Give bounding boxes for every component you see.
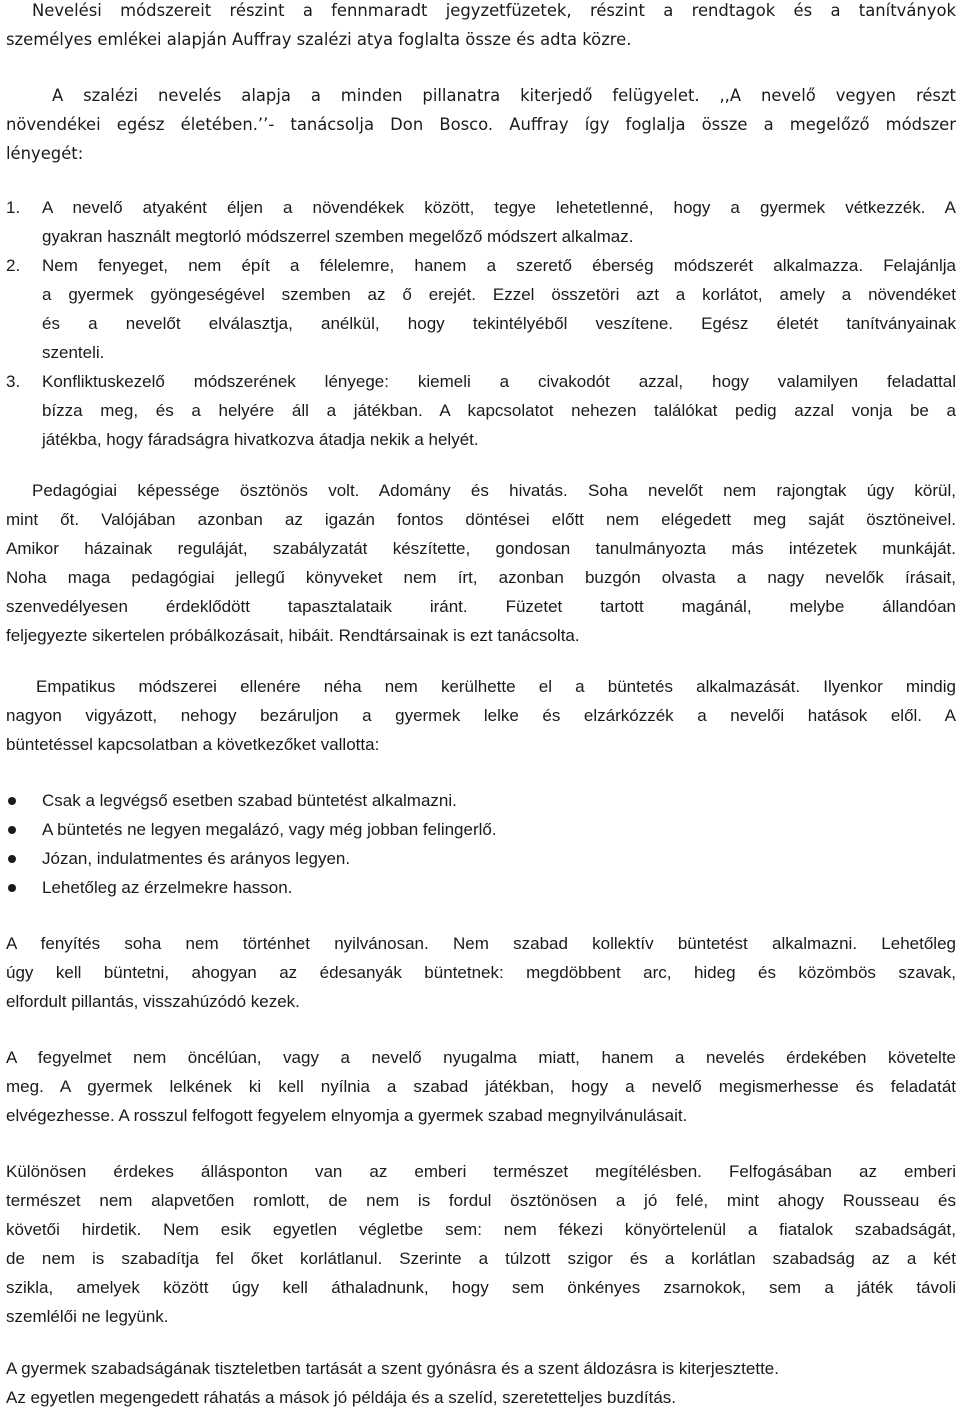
punishment-line: A fenyítés soha nem történhet nyilvánosan. Nem szabad kollektív büntetést alkalmazni. Lehetőleg [6,934,956,953]
nature-line: követői hirdetik. Nem esik egyetlen végletbe sem: nem fékezi könyörtelenül a fiatalok szabadságát, [6,1220,956,1239]
punishment-line: elfordult pillantás, visszahúzódó kezek. [6,992,300,1011]
empathy-line: büntetéssel kapcsolatban a következőket vallotta: [6,735,380,754]
freedom-paragraph [6,1354,956,1412]
method-line: Nem fenyeget, nem épít a félelemre, hanem a szerető éberség módszerét alkalmazza. Felajánlja [42,256,956,275]
rule-text: A büntetés ne legyen megalázó, vagy még jobban felingerlő. [42,820,497,839]
rule-item [6,815,956,844]
intro-paragraph [6,0,956,54]
freedom-line: A gyermek szabadságának tiszteletben tartását a szent gyónásra és a szent áldozásra is kiterjesztette. [6,1359,779,1378]
punishment-rules-list [6,786,956,902]
discipline-line: meg. A gyermek lelkének ki kell nyílnia a szabad játékban, hogy a nevelő megismerhesse és feladatát [6,1077,956,1096]
discipline-line: A fegyelmet nem öncélúan, vagy a nevelő nyugalma miatt, hanem a nevelés érdekében követelte [6,1048,956,1067]
pedagogy-paragraph [6,476,956,650]
nature-line: szikla, amelyek között úgy kell áthaladnunk, hogy sem önkényes zsarnokok, sem a játék távoli [6,1278,956,1297]
method-number: 1. [6,198,21,217]
method-line: játékba, hogy fáradságra hivatkozva átadja nekik a helyét. [42,430,479,449]
punishment-line: úgy kell büntetni, ahogyan az édesanyák büntetnek: megdöbbent arc, hideg és közömbös szavak, [6,963,956,982]
method-line: és a nevelőt elválasztja, anélkül, hogy tekintélyéből veszítene. Egész életét tanítványainak [42,314,956,333]
method-item [6,251,956,367]
method-item [6,193,956,251]
method-number: 2. [6,256,21,275]
punishment-paragraph [6,929,956,1016]
method-line: gyakran használt megtorló módszerrel szemben megelőző módszert alkalmaz. [42,227,634,246]
rule-text: Lehetőleg az érzelmekre hasson. [42,878,293,897]
method-line: Konfliktuskezelő módszerének lényege: kiemeli a civakodót azzal, hogy valamilyen feladattal [42,372,956,391]
bullet-icon [8,855,16,863]
method-line: bízza meg, és a helyére áll a játékban. A kapcsolatot nehezen találókat pedig azzal vonja be a [42,401,956,420]
method-item [6,367,956,454]
empathy-line: nagyon vigyázott, nehogy bezáruljon a gyermek lelke és elzárkózzék a nevelői hatások elől. A [6,706,956,725]
intro-line: személyes emlékei alapján Auffray szalézi atya foglalta össze és adta közre. [6,30,632,49]
salesian-paragraph [6,81,956,168]
intro-line: Nevelési módszereit részint a fennmaradt jegyzetfüzetek, részint a rendtagok és a tanítványok [32,1,956,20]
rule-text: Józan, indulatmentes és arányos legyen. [42,849,351,868]
pedagogy-line: Pedagógiai képessége ösztönös volt. Adomány és hivatás. Soha nevelőt nem rajongtak úgy körül, [32,481,956,500]
nature-line: természet nem alapvetően romlott, de nem is fordul ösztönösen a jó felé, mint ahogy Rousseau és [6,1191,956,1210]
pedagogy-line: mint őt. Valójában azonban az igazán fontos döntései előtt nem elégedett meg saját ösztöneivel. [6,510,956,529]
nature-paragraph [6,1157,956,1331]
rule-text: Csak a legvégső esetben szabad büntetést alkalmazni. [42,791,457,810]
discipline-line: elvégezhesse. A rosszul felfogott fegyelem elnyomja a gyermek szabad megnyilvánulásait. [6,1106,688,1125]
method-line: szenteli. [42,343,105,362]
nature-line: szemlélői ne legyünk. [6,1307,169,1326]
bullet-icon [8,797,16,805]
pedagogy-line: Amikor házainak reguláját, szabályzatát készítette, gondosan tanulmányozta más intézetek munkáját. [6,539,956,558]
empathy-paragraph [6,672,956,759]
salesian-line: növendékei egész életében.’’- tanácsolja Don Bosco. Auffray így foglalja össze a megelőző módszer [6,115,956,134]
method-line: a gyermek gyöngeségével szemben az ő erejét. Ezzel összetöri azt a korlátot, amely a növendéket [42,285,956,304]
rule-item [6,786,956,815]
pedagogy-line: Noha maga pedagógiai jellegű könyveket nem írt, azonban buzgón olvasta a nagy nevelők írásait, [6,568,956,587]
rule-item [6,873,956,902]
discipline-paragraph [6,1043,956,1130]
nature-line: Különösen érdekes állásponton van az emberi természet megítélésben. Felfogásában az emberi [6,1162,956,1181]
salesian-line: A szalézi nevelés alapja a minden pillanatra kiterjedő felügyelet. ,,A nevelő vegyen részt [52,86,956,105]
empathy-line: Empatikus módszerei ellenére néha nem kerülhette el a büntetés alkalmazását. Ilyenkor mindig [36,677,956,696]
salesian-line: lényegét: [6,144,84,163]
method-number: 3. [6,372,21,391]
method-line: A nevelő atyaként éljen a növendékek között, tegye lehetetlenné, hogy a gyermek vétkezzék. A [42,198,956,217]
rule-item [6,844,956,873]
nature-line: de nem is szabadítja fel őket korlátlanul. Szerinte a túlzott szigor és a korlátlan szabadság az a két [6,1249,956,1268]
method-numbered-list [6,193,956,454]
bullet-icon [8,884,16,892]
pedagogy-line: feljegyezte sikertelen próbálkozásait, hibáit. Rendtársainak is ezt tanácsolta. [6,626,580,645]
freedom-line: Az egyetlen megengedett ráhatás a mások jó példája és a szelíd, szeretetteljes buzdítás. [6,1388,677,1407]
pedagogy-line: szenvedélyesen érdeklődött tapasztalataik iránt. Füzetet tartott magánál, melybe állandóan [6,597,956,616]
bullet-icon [8,826,16,834]
